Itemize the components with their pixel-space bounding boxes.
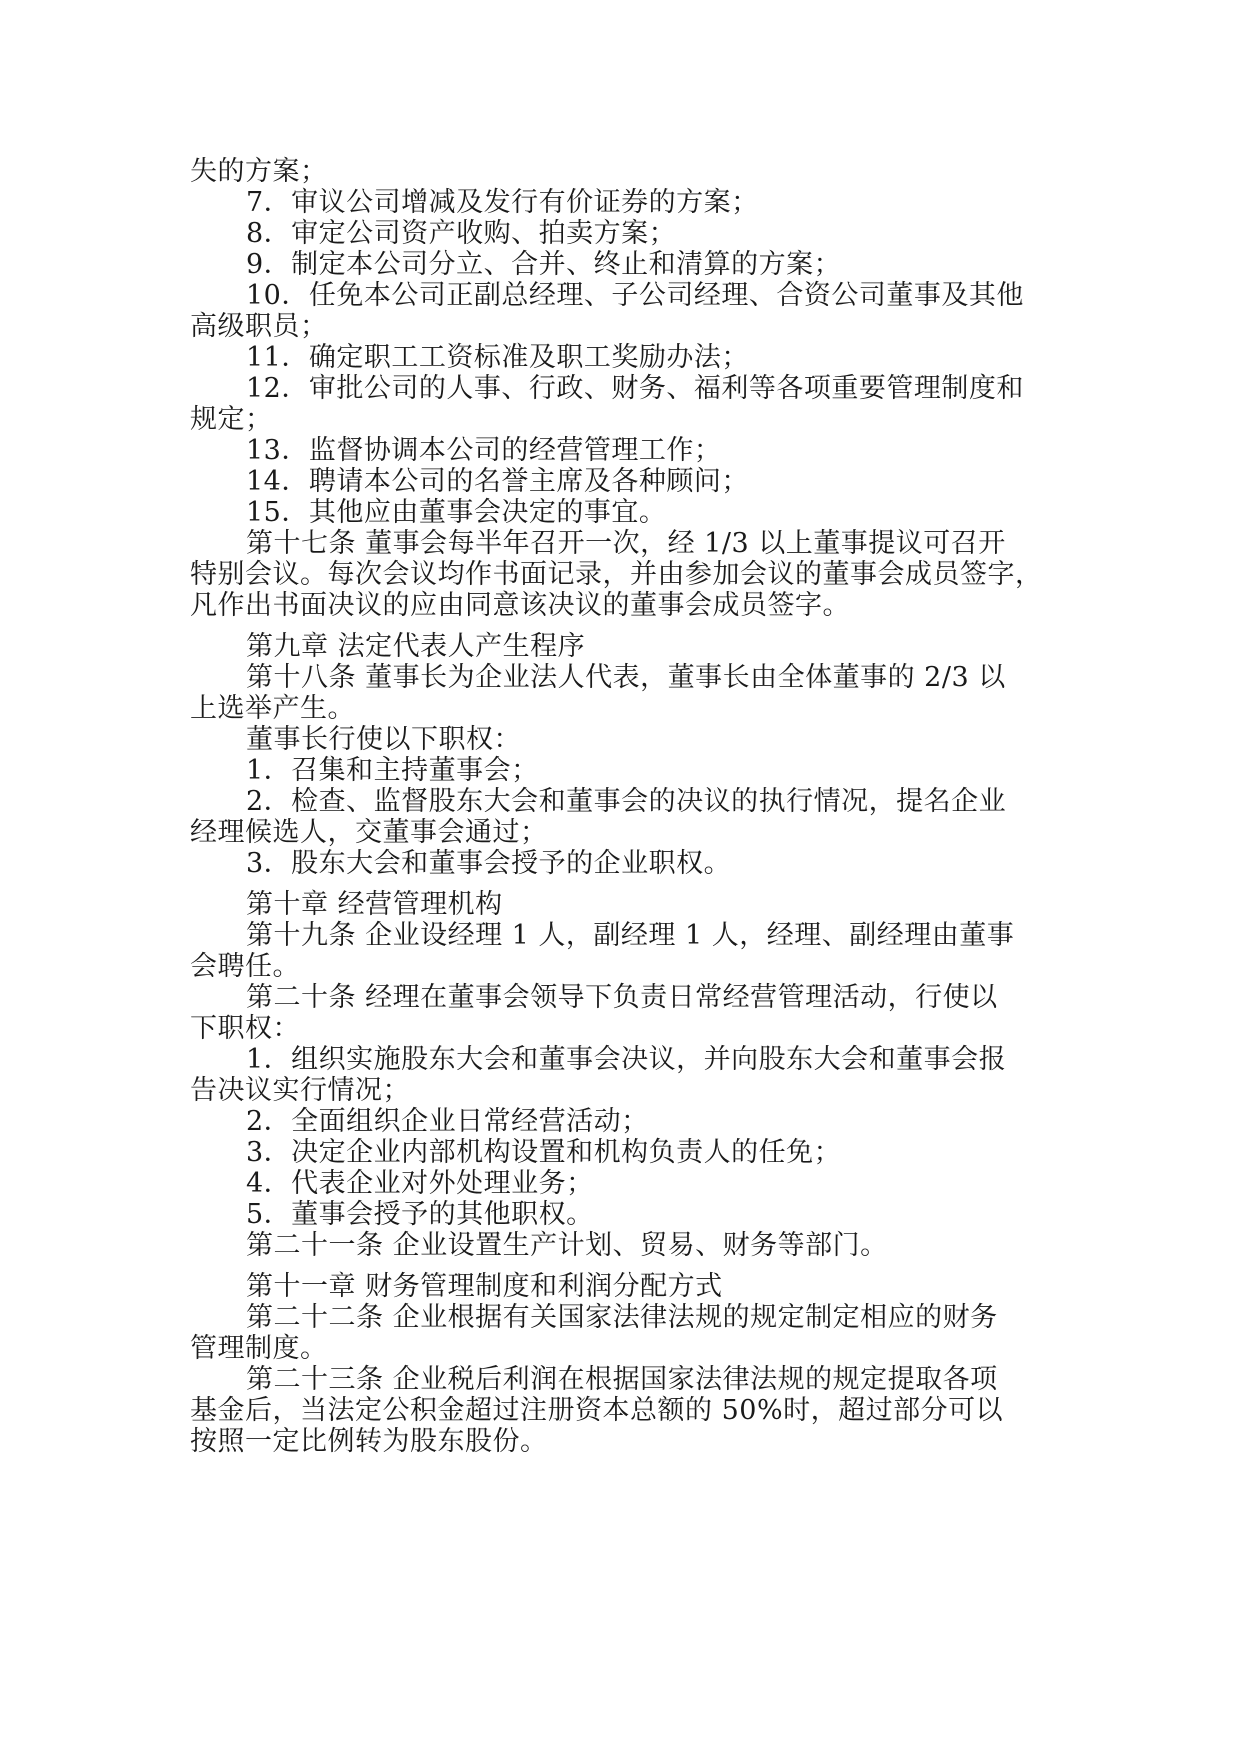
text-line: 规定； xyxy=(190,404,273,435)
text-line: 7．审议公司增减及发行有价证券的方案； xyxy=(246,187,759,218)
text-line: 9．制定本公司分立、合并、终止和清算的方案； xyxy=(246,249,842,280)
text-line: 11．确定职工工资标准及职工奖励办法； xyxy=(246,342,749,373)
chapter-heading: 第十章 经营管理机构 xyxy=(246,889,503,920)
text-line: 15．其他应由董事会决定的事宜。 xyxy=(246,497,667,528)
text-line: 1．召集和主持董事会； xyxy=(246,755,539,786)
text-line: 3．决定企业内部机构设置和机构负责人的任免； xyxy=(246,1137,842,1168)
text-line: 管理制度。 xyxy=(190,1333,328,1364)
text-line: 8．审定公司资产收购、拍卖方案； xyxy=(246,218,677,249)
text-line: 14．聘请本公司的名誉主席及各种顾问； xyxy=(246,466,749,497)
text-line: 4．代表企业对外处理业务； xyxy=(246,1168,594,1199)
text-line: 13．监督协调本公司的经营管理工作； xyxy=(246,435,722,466)
text-line: 高级职员； xyxy=(190,311,328,342)
text-line: 经理候选人，交董事会通过； xyxy=(190,817,548,848)
text-line: 董事长行使以下职权： xyxy=(246,724,521,755)
text-line: 5．董事会授予的其他职权。 xyxy=(246,1199,594,1230)
text-line: 第十七条 董事会每半年召开一次，经 1/3 以上董事提议可召开 xyxy=(246,528,1006,559)
text-line: 第二十条 经理在董事会领导下负责日常经营管理活动，行使以 xyxy=(246,982,998,1013)
text-line: 第十九条 企业设经理 1 人，副经理 1 人，经理、副经理由董事 xyxy=(246,920,1015,951)
text-line: 第二十一条 企业设置生产计划、贸易、财务等部门。 xyxy=(246,1230,888,1261)
text-line: 1．组织实施股东大会和董事会决议，并向股东大会和董事会报 xyxy=(246,1044,1007,1075)
text-line: 基金后，当法定公积金超过注册资本总额的 50%时，超过部分可以 xyxy=(190,1395,1004,1426)
text-line: 第二十二条 企业根据有关国家法律法规的规定制定相应的财务 xyxy=(246,1302,998,1333)
text-line: 按照一定比例转为股东股份。 xyxy=(190,1426,548,1457)
text-line: 失的方案； xyxy=(190,156,328,187)
text-line: 10．任免本公司正副总经理、子公司经理、合资公司董事及其他 xyxy=(246,280,1024,311)
chapter-heading: 第九章 法定代表人产生程序 xyxy=(246,631,586,662)
chapter-heading: 第十一章 财务管理制度和利润分配方式 xyxy=(246,1271,723,1302)
text-line: 特别会议。每次会议均作书面记录，并由参加会议的董事会成员签字， xyxy=(190,559,1043,590)
text-line: 3．股东大会和董事会授予的企业职权。 xyxy=(246,848,732,879)
text-line: 第二十三条 企业税后利润在根据国家法律法规的规定提取各项 xyxy=(246,1364,998,1395)
text-line: 凡作出书面决议的应由同意该决议的董事会成员签字。 xyxy=(190,590,850,621)
text-line: 2．全面组织企业日常经营活动； xyxy=(246,1106,649,1137)
text-line: 下职权： xyxy=(190,1013,300,1044)
text-line: 2．检查、监督股东大会和董事会的决议的执行情况，提名企业 xyxy=(246,786,1007,817)
text-line: 告决议实行情况； xyxy=(190,1075,410,1106)
text-line: 12．审批公司的人事、行政、财务、福利等各项重要管理制度和 xyxy=(246,373,1024,404)
text-line: 第十八条 董事长为企业法人代表，董事长由全体董事的 2/3 以 xyxy=(246,662,1006,693)
text-line: 上选举产生。 xyxy=(190,693,355,724)
document-page xyxy=(190,156,1060,1457)
text-line: 会聘任。 xyxy=(190,951,300,982)
